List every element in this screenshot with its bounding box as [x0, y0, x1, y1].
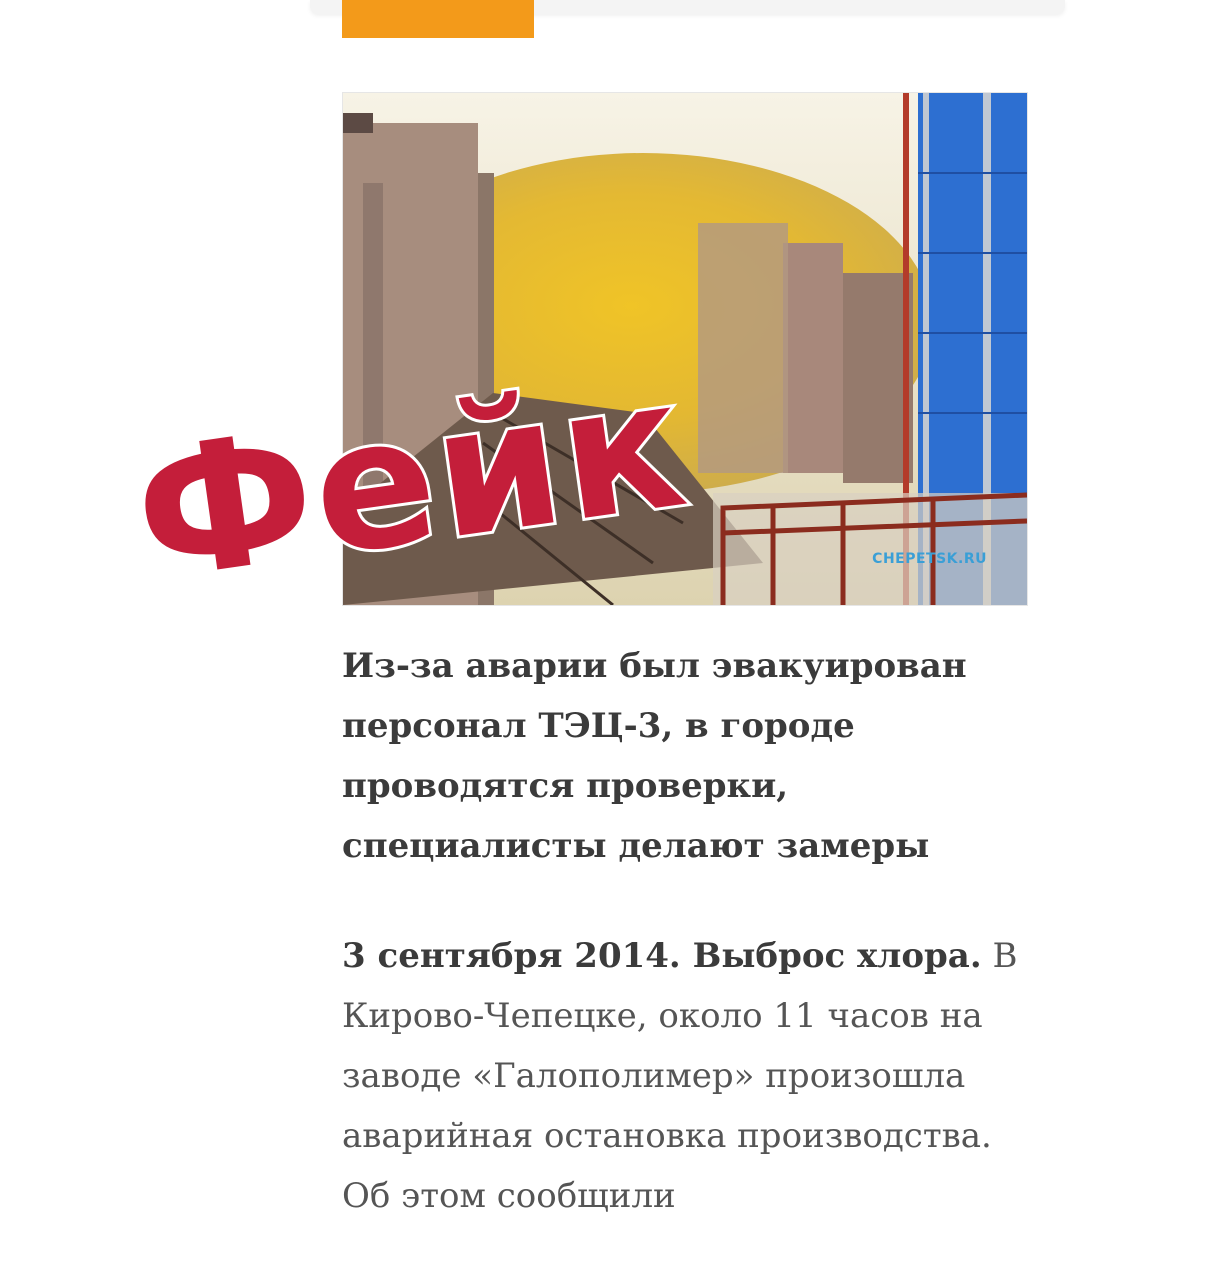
- category-tab[interactable]: [342, 0, 534, 38]
- article-body-text: В Кирово-Чепецке, около 11 часов на заводе «Галополимер» произошла аварийная остановка производства. Об этом сообщили: [342, 936, 1018, 1216]
- fake-stamp: Фейк: [123, 339, 698, 621]
- article-headline: Из-за аварии был эвакуирован персонал ТЭЦ-3, в городе проводятся проверки, специалисты делают замеры: [342, 646, 967, 866]
- image-watermark: CHEPETSK.RU: [872, 551, 987, 567]
- article-body: [342, 926, 1032, 1226]
- article-body-lead: 3 сентября 2014. Выброс хлора.: [342, 936, 982, 976]
